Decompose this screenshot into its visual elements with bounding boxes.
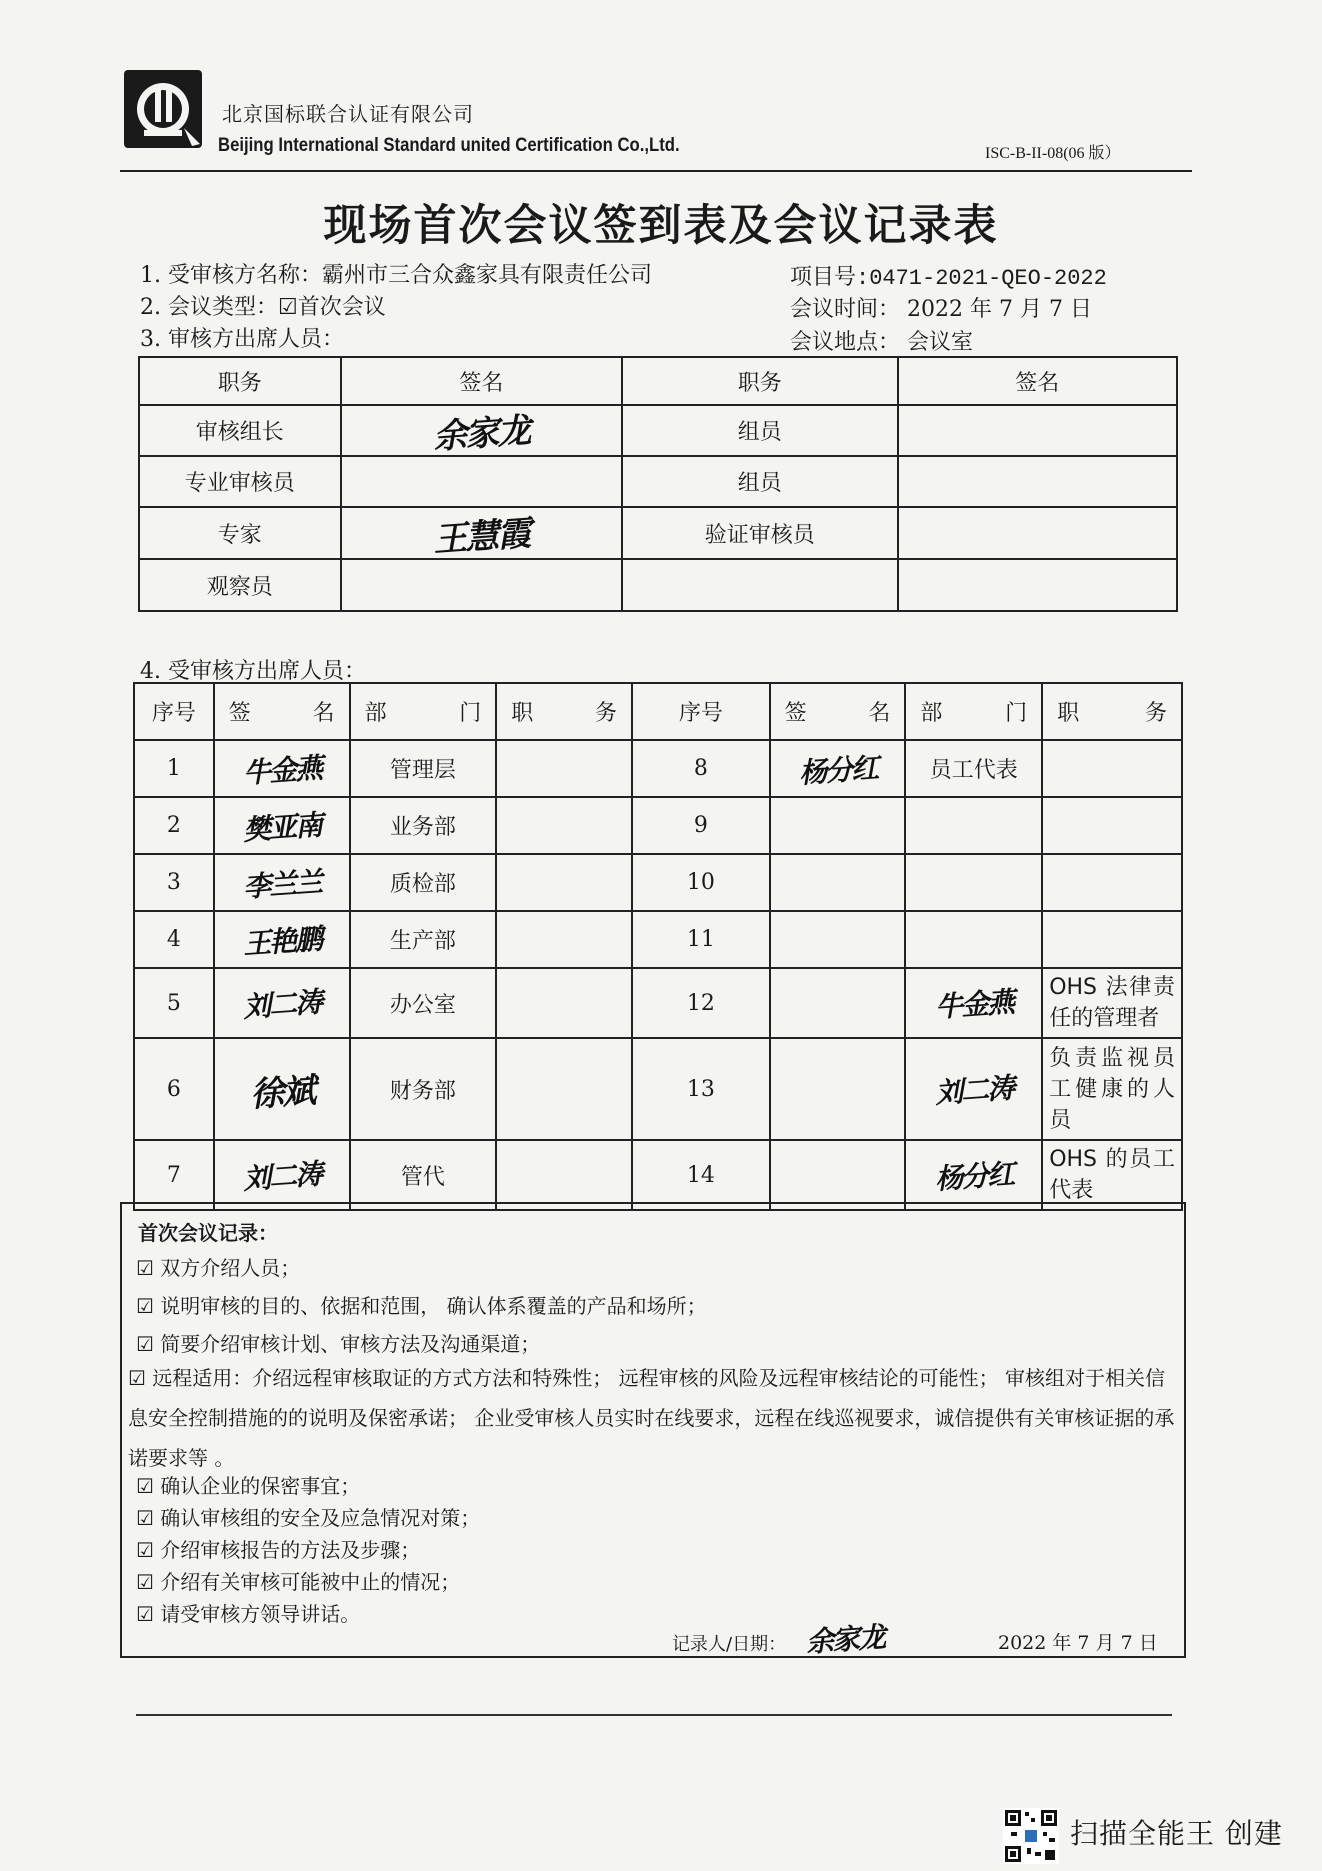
checklist-item: ☑ 确认企业的保密事宜； xyxy=(136,1474,361,1498)
scanner-watermark-label: 扫描全能王 创建 xyxy=(1070,1817,1283,1850)
title-cell: OHS 的员工代表 xyxy=(1042,1140,1182,1210)
handwritten-signature: 牛金燕 xyxy=(933,985,1014,1024)
company-name-cn: 北京国标联合认证有限公司 xyxy=(222,102,474,126)
header-char: 职 xyxy=(511,701,534,726)
col-header-dept xyxy=(350,683,497,740)
dept-cell: 业务部 xyxy=(350,797,497,854)
checklist-item: ☑ 双方介绍人员； xyxy=(136,1256,301,1280)
handwritten-signature: 杨分红 xyxy=(797,750,878,790)
row-number: 11 xyxy=(632,911,770,968)
row-number: 12 xyxy=(632,968,770,1038)
title-cell xyxy=(496,797,632,854)
auditee-name: 1. 受审核方名称：霸州市三合众鑫家具有限责任公司 xyxy=(140,263,652,288)
checklist-item: ☑ 请受审核方领导讲话。 xyxy=(136,1602,361,1626)
header-char: 门 xyxy=(1005,701,1028,726)
qr-code-icon xyxy=(1003,1808,1059,1864)
header-char: 部 xyxy=(920,701,943,726)
handwritten-signature: 李兰兰 xyxy=(241,864,322,904)
form-code: ISC-B-II-08(06 版） xyxy=(985,145,1121,162)
row-number: 14 xyxy=(632,1140,770,1210)
signature-cell xyxy=(341,405,622,456)
header-char: 务 xyxy=(1144,701,1167,726)
role-cell: 组员 xyxy=(622,456,897,507)
signature-cell xyxy=(214,968,350,1038)
row-number: 5 xyxy=(134,968,214,1038)
title-cell: OHS 法律责任的管理者 xyxy=(1042,968,1182,1038)
col-header-signature: 签名 xyxy=(898,357,1177,405)
header-char: 部 xyxy=(364,701,387,726)
checklist-item: ☑ 介绍审核报告的方法及步骤； xyxy=(136,1538,421,1562)
table-row xyxy=(139,405,1177,456)
table-row xyxy=(139,456,1177,507)
checklist-item: ☑ 简要介绍审核计划、审核方法及沟通渠道； xyxy=(136,1332,541,1356)
header-divider xyxy=(120,170,1192,172)
handwritten-signature: 牛金燕 xyxy=(241,750,322,790)
signature-cell xyxy=(214,1038,350,1140)
col-header-role: 职务 xyxy=(139,357,341,405)
signature-cell xyxy=(898,405,1177,456)
handwritten-signature: 王艳鹏 xyxy=(241,921,322,961)
signature-cell xyxy=(898,507,1177,559)
col-header-no: 序号 xyxy=(134,683,214,740)
dept-cell: 财务部 xyxy=(350,1038,497,1140)
role-cell: 审核组长 xyxy=(139,405,341,456)
dept-cell xyxy=(905,968,1042,1038)
table-row xyxy=(134,797,1182,854)
header-char: 门 xyxy=(459,701,482,726)
handwritten-signature: 杨分红 xyxy=(933,1157,1014,1196)
recorder-label: 记录人/日期： xyxy=(672,1634,787,1655)
auditee-attendees-label: 4. 受审核方出席人员： xyxy=(140,659,366,684)
title-cell xyxy=(1042,740,1182,797)
signature-cell xyxy=(770,1038,906,1140)
title-cell xyxy=(1042,797,1182,854)
signature-cell xyxy=(898,559,1177,611)
table-row xyxy=(134,740,1182,797)
auditor-attendees-label: 3. 审核方出席人员： xyxy=(140,327,344,352)
signature-cell xyxy=(214,1140,350,1210)
dept-cell: 办公室 xyxy=(350,968,497,1038)
row-number: 10 xyxy=(632,854,770,911)
table-row xyxy=(139,559,1177,611)
row-number: 4 xyxy=(134,911,214,968)
attendees-table xyxy=(133,682,1183,1211)
audit-team-table xyxy=(138,356,1178,612)
row-number: 8 xyxy=(632,740,770,797)
title-cell xyxy=(496,1140,632,1210)
title-cell: 负责监视员工健康的人员 xyxy=(1042,1038,1182,1140)
company-logo-icon xyxy=(122,68,204,150)
dept-cell: 质检部 xyxy=(350,854,497,911)
dept-cell: 管代 xyxy=(350,1140,497,1210)
signature-cell xyxy=(770,968,906,1038)
header-char: 务 xyxy=(595,701,618,726)
header-char: 名 xyxy=(868,701,891,726)
col-header-role: 职务 xyxy=(622,357,897,405)
signature-cell xyxy=(214,797,350,854)
signature-cell xyxy=(214,911,350,968)
title-cell xyxy=(496,740,632,797)
table-row xyxy=(134,911,1182,968)
signature-cell xyxy=(214,854,350,911)
checklist-item-remote: ☑ 远程适用：介绍远程审核取证的方式方法和特殊性； 远程审核的风险及远程审核结论的可能性； 审核组对于相关信息安全控制措施的的说明及保密承诺； 企业受审核人员实时在线要求，远程在线巡视要求，诚信提供有关审核证据的承诺要求等 。 xyxy=(128,1366,1175,1470)
table-row xyxy=(134,1140,1182,1210)
meeting-type: 2. 会议类型：☑首次会议 xyxy=(140,295,386,320)
table-row xyxy=(134,854,1182,911)
company-name-en: Beijing International Standard united Certification Co.,Ltd. xyxy=(218,135,680,156)
role-cell xyxy=(622,559,897,611)
dept-cell xyxy=(905,1038,1042,1140)
title-cell xyxy=(1042,911,1182,968)
col-header-signature: 签名 xyxy=(341,357,622,405)
role-cell: 专业审核员 xyxy=(139,456,341,507)
dept-cell: 员工代表 xyxy=(905,740,1042,797)
footer-divider xyxy=(136,1714,1172,1716)
title-cell xyxy=(1042,854,1182,911)
handwritten-signature: 刘二涛 xyxy=(241,1157,322,1196)
row-number: 6 xyxy=(134,1038,214,1140)
col-header-title xyxy=(1042,683,1182,740)
checklist-item: ☑ 确认审核组的安全及应急情况对策； xyxy=(136,1506,481,1530)
col-header-dept xyxy=(905,683,1042,740)
role-cell: 观察员 xyxy=(139,559,341,611)
handwritten-signature: 徐斌 xyxy=(248,1070,316,1115)
title-cell xyxy=(496,1038,632,1140)
meeting-place: 会议地点： 会议室 xyxy=(790,330,973,355)
header-char: 签 xyxy=(784,701,807,726)
title-cell xyxy=(496,968,632,1038)
project-number: 项目号:0471-2021-QEO-2022 xyxy=(790,266,1107,291)
row-number: 2 xyxy=(134,797,214,854)
col-header-no: 序号 xyxy=(632,683,770,740)
checklist-item: ☑ 说明审核的目的、依据和范围， 确认体系覆盖的产品和场所； xyxy=(136,1294,707,1318)
record-date: 2022 年 7 月 7 日 xyxy=(998,1632,1158,1654)
table-row xyxy=(134,968,1182,1038)
handwritten-signature: 王慧霞 xyxy=(432,513,531,560)
signature-cell xyxy=(341,559,622,611)
header-char: 名 xyxy=(312,701,335,726)
signature-cell xyxy=(770,740,906,797)
handwritten-signature: 樊亚南 xyxy=(241,807,322,847)
recorder-signature: 余家龙 xyxy=(805,1620,886,1659)
row-number: 3 xyxy=(134,854,214,911)
checklist-item: ☑ 介绍有关审核可能被中止的情况； xyxy=(136,1570,461,1594)
dept-cell xyxy=(905,911,1042,968)
record-title: 首次会议记录： xyxy=(138,1221,278,1245)
role-cell: 验证审核员 xyxy=(622,507,897,559)
table-row xyxy=(134,1038,1182,1140)
col-header-signature xyxy=(770,683,906,740)
handwritten-signature: 刘二涛 xyxy=(241,985,322,1024)
col-header-signature xyxy=(214,683,350,740)
col-header-title xyxy=(496,683,632,740)
dept-cell: 生产部 xyxy=(350,911,497,968)
signature-cell xyxy=(898,456,1177,507)
dept-cell xyxy=(905,797,1042,854)
row-number: 13 xyxy=(632,1038,770,1140)
handwritten-signature: 刘二涛 xyxy=(933,1071,1014,1110)
meeting-time: 会议时间： 2022 年 7 月 7 日 xyxy=(790,297,1092,322)
dept-cell xyxy=(905,854,1042,911)
row-number: 1 xyxy=(134,740,214,797)
signature-cell xyxy=(770,797,906,854)
row-number: 7 xyxy=(134,1140,214,1210)
signature-cell xyxy=(341,456,622,507)
signature-cell xyxy=(341,507,622,559)
role-cell: 专家 xyxy=(139,507,341,559)
signature-cell xyxy=(770,854,906,911)
handwritten-signature: 余家龙 xyxy=(432,410,531,458)
title-cell xyxy=(496,911,632,968)
table-row xyxy=(139,507,1177,559)
document-title: 现场首次会议签到表及会议记录表 xyxy=(323,201,999,251)
dept-cell: 管理层 xyxy=(350,740,497,797)
title-cell xyxy=(496,854,632,911)
dept-cell xyxy=(905,1140,1042,1210)
signature-cell xyxy=(770,911,906,968)
header-char: 签 xyxy=(228,701,251,726)
signature-cell xyxy=(770,1140,906,1210)
row-number: 9 xyxy=(632,797,770,854)
role-cell: 组员 xyxy=(622,405,897,456)
header-char: 职 xyxy=(1057,701,1080,726)
signature-cell xyxy=(214,740,350,797)
